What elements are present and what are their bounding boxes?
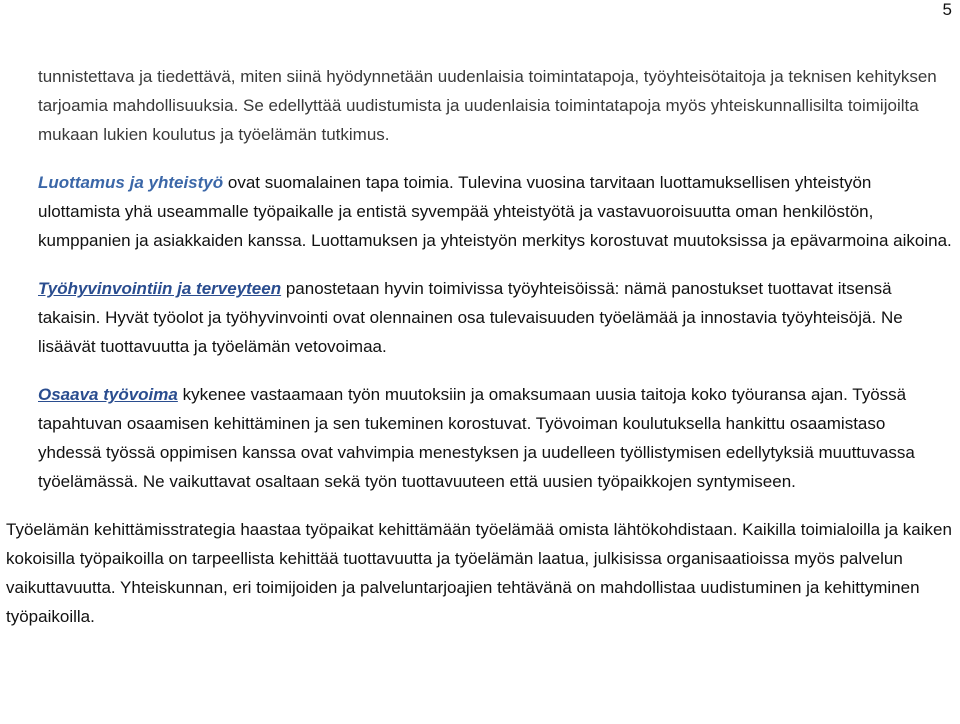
document-body: [0, 62, 960, 650]
paragraph-luottamus-text: ovat suomalainen tapa toimia. Tulevina vuosina tarvitaan luottamuksellisen yhteistyön ulottamista yhä useammalle työpaikalle ja entistä syvempää yhteistyötä ja vastavuoroisuutta oman henkilöstön, kumppanien ja asiakkaiden kanssa. Luottamuksen ja yhteistyön merkitys korostuvat muutoksissa ja epävarmoina aikoina.: [38, 173, 952, 250]
lead-phrase-luottamus: Luottamus ja yhteistyö: [38, 173, 224, 192]
paragraph-luottamus: [0, 168, 960, 255]
paragraph-strategia-text: Työelämän kehittämisstrategia haastaa työpaikat kehittämään työelämää omista lähtökohdistaan. Kaikilla toimialoilla ja kaiken kokoisilla työpaikoilla on tarpeellista kehittää tuottavuutta ja työelämän laatua, julkisissa organisaatioissa myös palvelun vaikuttavuutta. Yhteiskunnan, eri toimijoiden ja palveluntarjoajien tehtävänä on mahdollistaa uudistuminen ja kehittyminen työpaikoilla.: [6, 520, 952, 626]
paragraph-tyohyvinvointi-text: panostetaan hyvin toimivissa työyhteisöissä: nämä panostukset tuottavat itsensä takaisin. Hyvät työolot ja työhyvinvointi ovat olennainen osa tulevaisuuden työelämää ja innostavia työyhteisöjä. Ne lisäävät tuottavuutta ja työelämän vetovoimaa.: [38, 279, 903, 356]
paragraph-tyohyvinvointi: [0, 274, 960, 361]
lead-phrase-osaava: Osaava työvoima: [38, 385, 178, 404]
paragraph-strategia: [0, 515, 960, 631]
page-number: 5: [942, 0, 952, 19]
lead-phrase-tyohyvinvointi: Työhyvinvointiin ja terveyteen: [38, 279, 282, 298]
paragraph-osaava-text: kykenee vastaamaan työn muutoksiin ja omaksumaan uusia taitoja koko työuransa ajan. Työssä tapahtuvan osaamisen kehittäminen ja sen tukeminen korostuvat. Työvoiman koulutuksella hankittu osaamistaso yhdessä työssä oppimisen kanssa ovat vahvimpia menestyksen ja uudelleen työllistymisen edellytyksiä muuttuvassa työelämässä. Ne vaikuttavat osaltaan sekä työn tuottavuuteen että uusien työpaikkojen syntymiseen.: [38, 385, 915, 491]
paragraph-osaava: [0, 380, 960, 496]
paragraph-intro: [0, 62, 960, 149]
paragraph-intro-text: tunnistettava ja tiedettävä, miten siinä hyödynnetään uudenlaisia toimintatapoja, työyhteisötaitoja ja teknisen kehityksen tarjoamia mahdollisuuksia. Se edellyttää uudistumista ja uudenlaisia toimintatapoja myös yhteiskunnallisilta toimijoilta mukaan lukien koulutus ja työelämän tutkimus.: [38, 67, 937, 144]
